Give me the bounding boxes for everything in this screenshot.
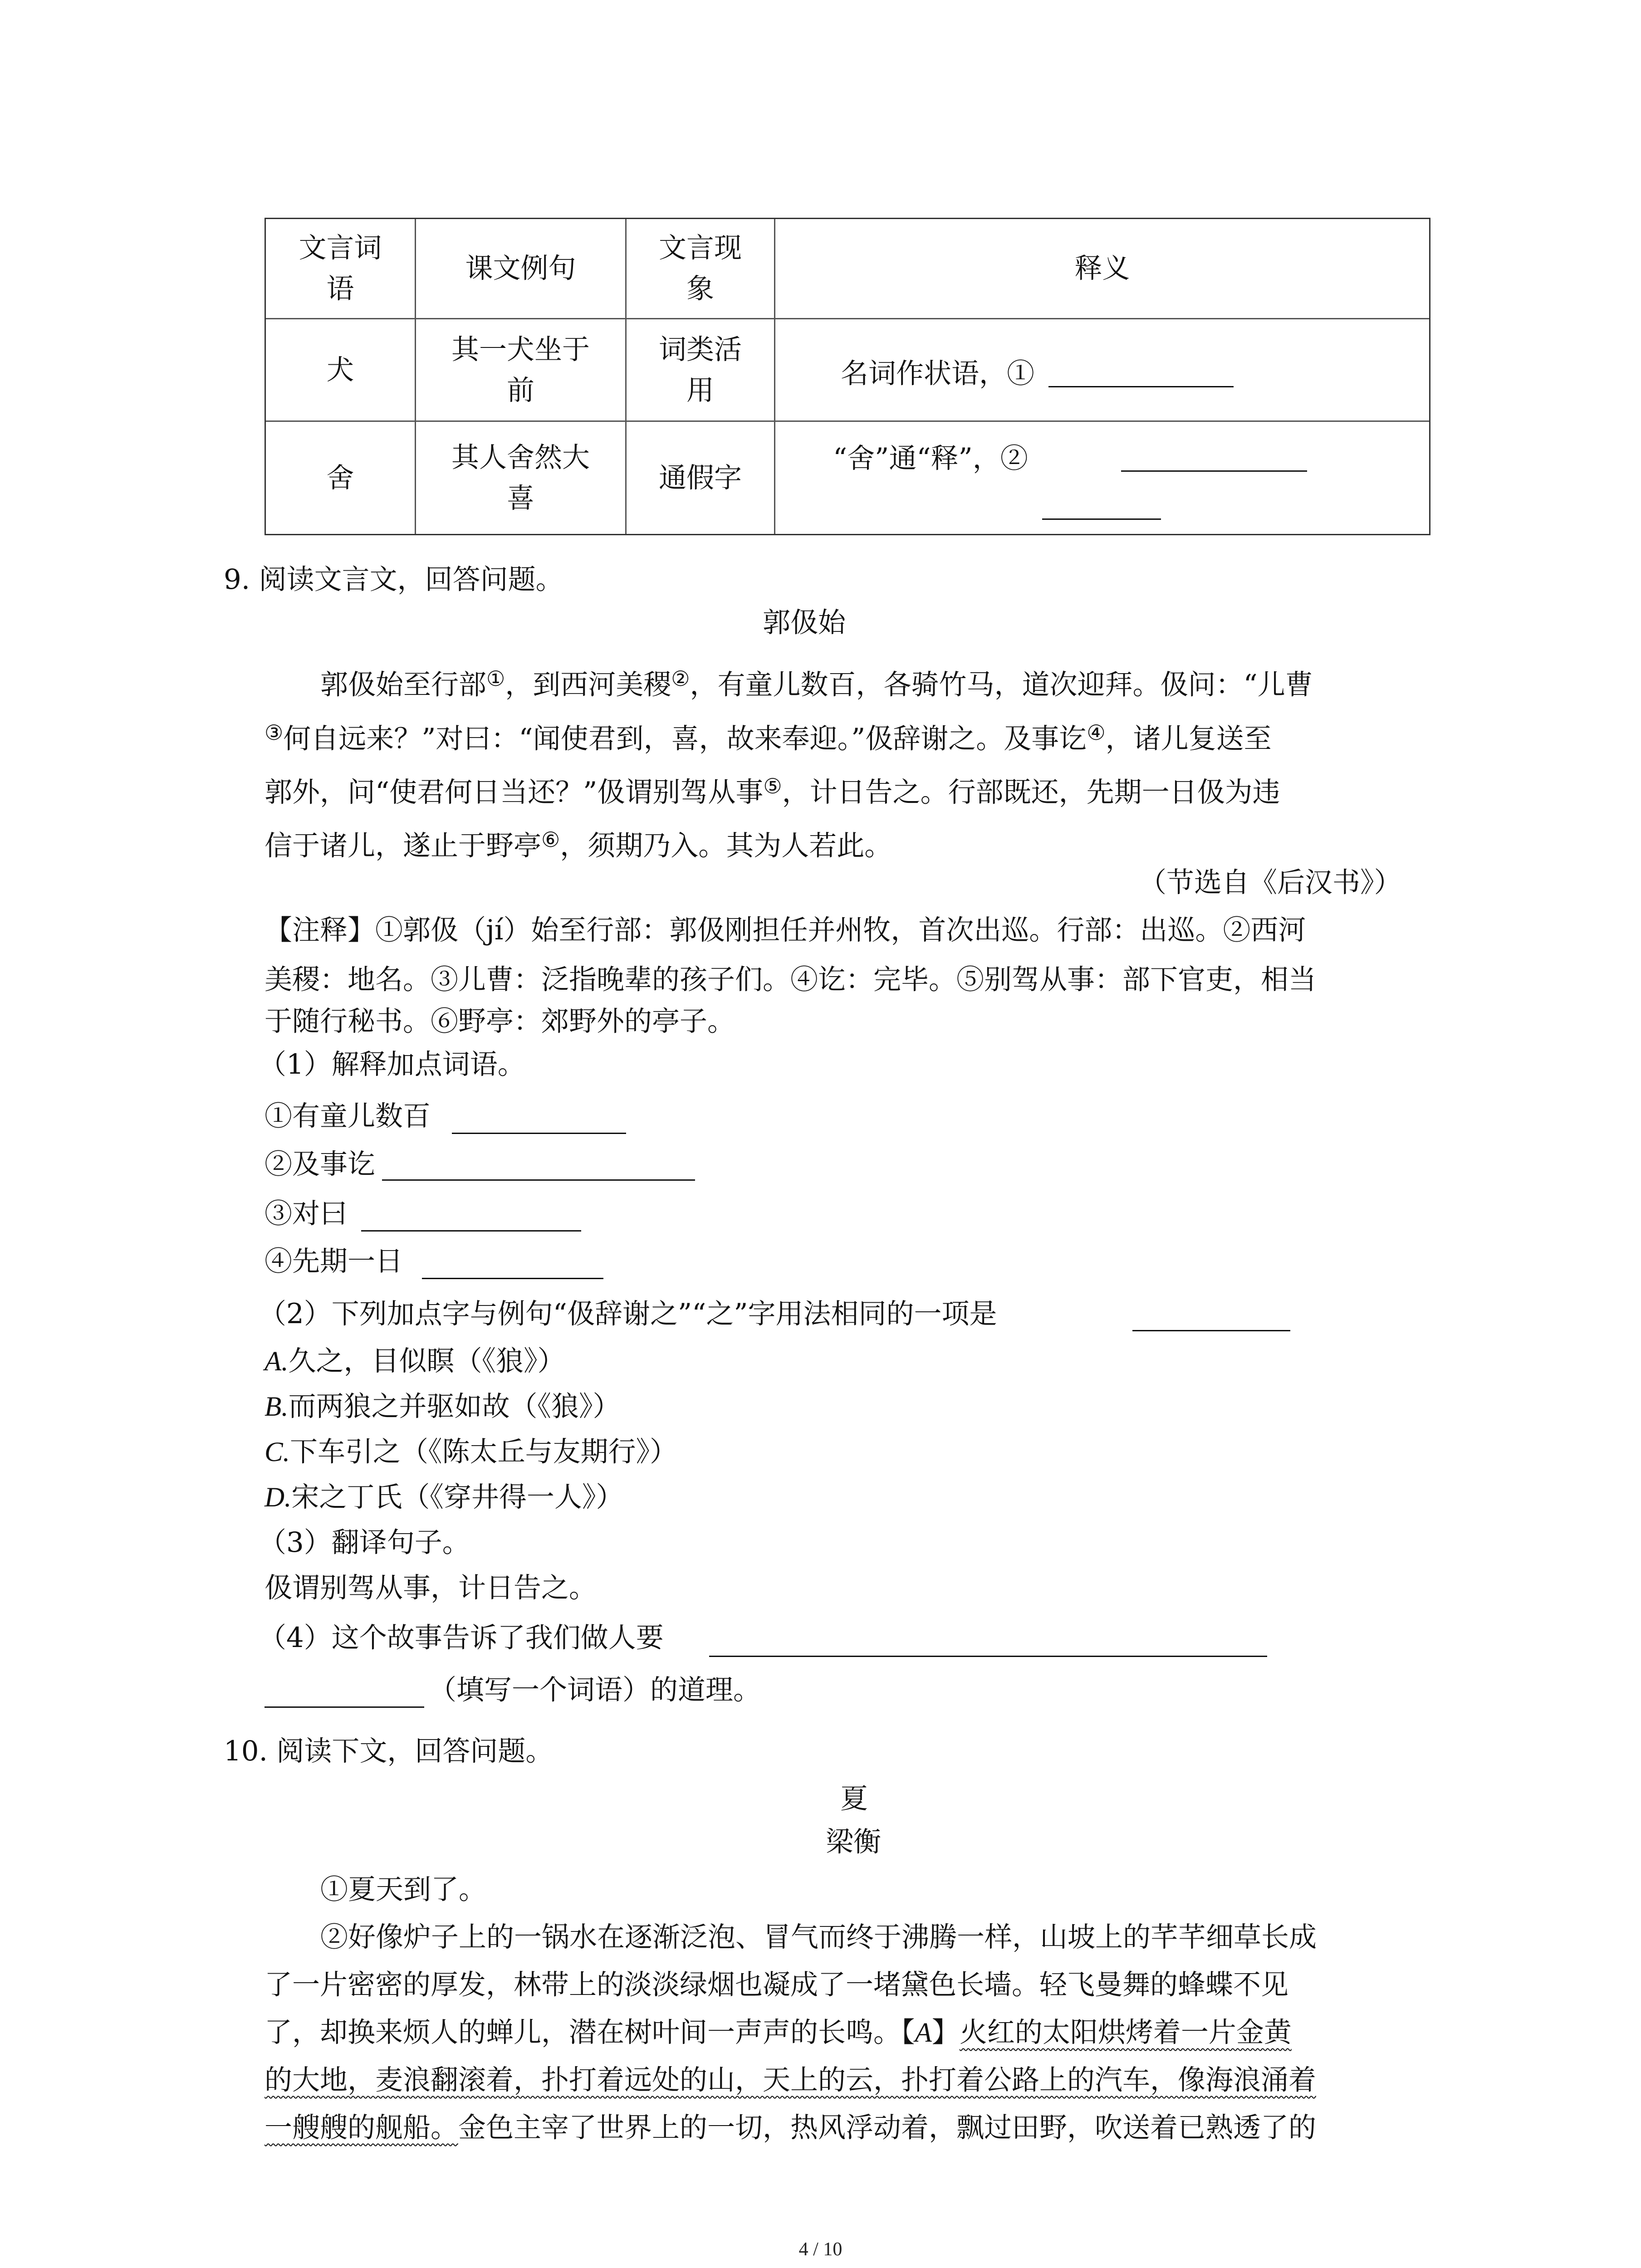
answer-blank[interactable] (709, 1656, 1267, 1657)
table-header-phenomenon: 文言现 象 (658, 232, 742, 305)
answer-blank[interactable] (361, 1230, 581, 1232)
answer-blank[interactable] (422, 1278, 603, 1279)
table-cell-meaning: 名词作状语，① (841, 357, 1035, 390)
passage-author: 梁衡 (826, 1826, 882, 1858)
answer-blank[interactable] (1132, 1330, 1290, 1331)
passage-line: ③何自远来？”对曰：“闻使君到，喜，故来奉迎。”伋辞谢之。及事讫④，诸儿复送至 (265, 720, 1272, 755)
answer-blank[interactable] (382, 1179, 695, 1181)
sub-item: ③对曰 (265, 1198, 348, 1230)
sub-question: （3）翻译句子。 (259, 1526, 470, 1559)
passage-line: ①夏天到了。 (320, 1873, 487, 1906)
table-header-meaning: 释义 (1074, 252, 1130, 284)
passage-line: 一艘艘的舰船。金色主宰了世界上的一切，热风浮动着，飘过田野，吹送着已熟透了的 (265, 2112, 1317, 2144)
passage-line: 信于诸儿，遂止于野亭⑥，须期乃入。其为人若此。 (265, 827, 892, 862)
choice-option: D.宋之丁氏（《穿井得一人》） (265, 1481, 624, 1513)
annotation-line: 于随行秘书。⑥野亭：郊野外的亭子。 (265, 1005, 735, 1037)
page-number: 4 / 10 (798, 2239, 843, 2260)
answer-blank[interactable] (265, 1706, 424, 1708)
table-cell-meaning: “舍”通“释”，② (833, 442, 1028, 474)
annotation-line: 美稷：地名。③儿曹：泛指晚辈的孩子们。④讫：完毕。⑤别驾从事：部下官吏，相当 (265, 963, 1317, 996)
answer-blank[interactable] (1121, 470, 1307, 472)
table-cell-phenomenon: 词类活 用 (658, 333, 742, 406)
choice-option: C.下车引之（《陈太丘与友期行》） (265, 1436, 677, 1468)
sub-question: （2）下列加点字与例句“伋辞谢之”“之”字用法相同的一项是 (259, 1298, 997, 1330)
answer-blank[interactable] (452, 1133, 626, 1134)
sub-item: ①有童儿数百 (265, 1100, 431, 1132)
passage-title: 夏 (840, 1783, 868, 1815)
sub-item: 伋谓别驾从事，计日告之。 (265, 1572, 597, 1604)
answer-blank[interactable] (1048, 386, 1234, 387)
table-cell-example: 其人舍然大 喜 (451, 441, 590, 514)
sub-question: （填写一个词语）的道理。 (429, 1674, 761, 1706)
passage-line: 郭伋始至行部①，到西河美稷②，有童儿数百，各骑竹马，道次迎拜。伋问：“儿曹 (320, 666, 1313, 701)
passage-line: ②好像炉子上的一锅水在逐渐泛泡、冒气而终于沸腾一样，山坡上的芊芊细草长成 (320, 1921, 1317, 1953)
passage-line: 郭外，问“使君何日当还？”伋谓别驾从事⑤，计日告之。行部既还，先期一日伋为违 (265, 774, 1280, 808)
sub-question: （4）这个故事告诉了我们做人要 (259, 1622, 664, 1654)
table-cell-word: 舍 (326, 461, 354, 494)
passage-line: 了，却换来烦人的蝉儿，潜在树叶间一声声的长鸣。【A】火红的太阳烘烤着一片金黄 (265, 2016, 1292, 2048)
answer-blank[interactable] (1042, 518, 1161, 520)
choice-option: A.久之，目似瞑（《狼》） (265, 1345, 565, 1377)
annotation-line: 【注释】①郭伋（jí）始至行部：郭伋刚担任并州牧，首次出巡。行部：出巡。②西河 (265, 914, 1306, 946)
passage-title: 郭伋始 (763, 606, 846, 639)
sub-question: （1）解释加点词语。 (259, 1048, 525, 1080)
table-cell-example: 其一犬坐于 前 (451, 333, 590, 406)
sub-item: ④先期一日 (265, 1245, 403, 1277)
table-header-example: 课文例句 (465, 252, 576, 284)
passage-line: 了一片密密的厚发，林带上的淡淡绿烟也凝成了一堵黛色长墙。轻飞曼舞的蜂蝶不见 (265, 1969, 1289, 2001)
sub-item: ②及事讫 (265, 1148, 376, 1180)
table-cell-word: 犬 (326, 353, 354, 386)
table-header-word: 文言词 语 (299, 232, 382, 305)
vocab-table (265, 218, 1430, 535)
question-stem: 9. 阅读文言文，回答问题。 (224, 563, 563, 596)
question-stem: 10. 阅读下文，回答问题。 (224, 1735, 554, 1767)
choice-option: B.而两狼之并驱如故（《狼》） (265, 1390, 621, 1422)
passage-line: 的大地，麦浪翻滚着，扑打着远处的山，天上的云，扑打着公路上的汽车，像海浪涌着 (265, 2064, 1317, 2096)
passage-source: （节选自《后汉书》） (1139, 866, 1402, 899)
table-cell-phenomenon: 通假字 (658, 461, 742, 494)
